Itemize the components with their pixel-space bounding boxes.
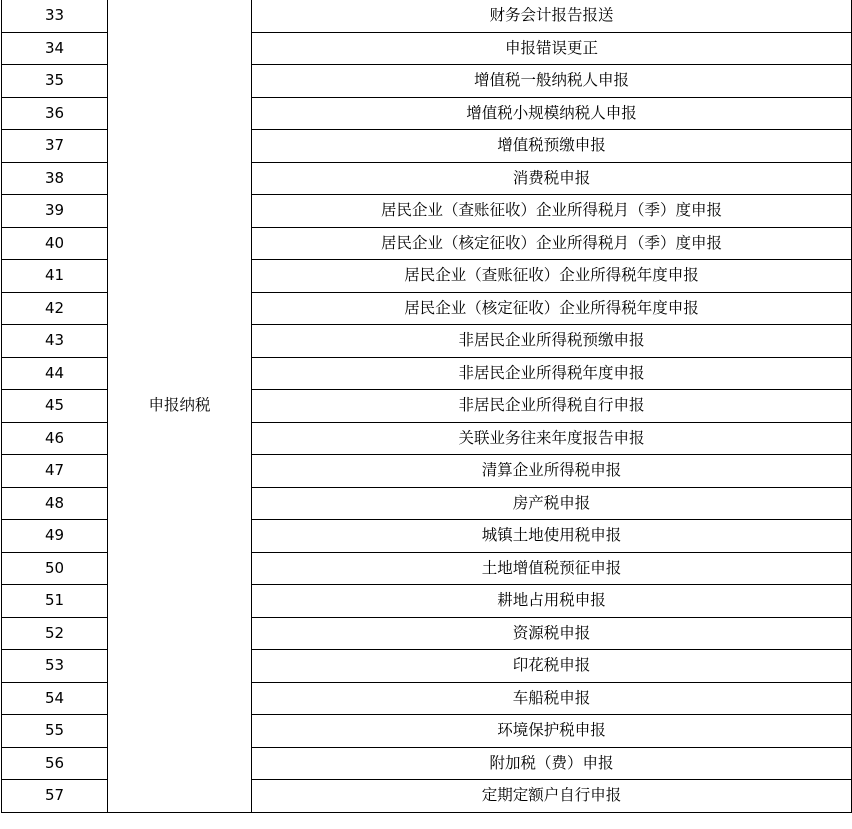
item-name: 消费税申报 <box>252 162 852 195</box>
row-number: 41 <box>2 260 108 293</box>
table-body <box>2 0 852 812</box>
row-number: 33 <box>2 0 108 32</box>
category-cell: 申报纳税 <box>108 0 252 812</box>
row-number: 40 <box>2 227 108 260</box>
row-number: 43 <box>2 325 108 358</box>
item-name: 居民企业（查账征收）企业所得税年度申报 <box>252 260 852 293</box>
item-name: 非居民企业所得税自行申报 <box>252 390 852 423</box>
item-name: 清算企业所得税申报 <box>252 455 852 488</box>
row-number: 44 <box>2 357 108 390</box>
row-number: 35 <box>2 65 108 98</box>
item-name: 关联业务往来年度报告申报 <box>252 422 852 455</box>
item-name: 申报错误更正 <box>252 32 852 65</box>
row-number: 57 <box>2 780 108 813</box>
item-name: 增值税小规模纳税人申报 <box>252 97 852 130</box>
item-name: 印花税申报 <box>252 650 852 683</box>
row-number: 46 <box>2 422 108 455</box>
row-number: 36 <box>2 97 108 130</box>
item-name: 增值税一般纳税人申报 <box>252 65 852 98</box>
row-number: 53 <box>2 650 108 683</box>
item-name: 城镇土地使用税申报 <box>252 520 852 553</box>
item-name: 房产税申报 <box>252 487 852 520</box>
row-number: 49 <box>2 520 108 553</box>
row-number: 37 <box>2 130 108 163</box>
item-name: 资源税申报 <box>252 617 852 650</box>
item-name: 增值税预缴申报 <box>252 130 852 163</box>
row-number: 38 <box>2 162 108 195</box>
item-name: 附加税（费）申报 <box>252 747 852 780</box>
row-number: 39 <box>2 195 108 228</box>
row-number: 42 <box>2 292 108 325</box>
item-name: 非居民企业所得税年度申报 <box>252 357 852 390</box>
row-number: 52 <box>2 617 108 650</box>
item-name: 土地增值税预征申报 <box>252 552 852 585</box>
table-row <box>2 0 852 32</box>
item-name: 居民企业（查账征收）企业所得税月（季）度申报 <box>252 195 852 228</box>
item-name: 环境保护税申报 <box>252 715 852 748</box>
row-number: 45 <box>2 390 108 423</box>
row-number: 50 <box>2 552 108 585</box>
item-name: 居民企业（核定征收）企业所得税月（季）度申报 <box>252 227 852 260</box>
tax-items-table <box>1 0 852 813</box>
row-number: 51 <box>2 585 108 618</box>
item-name: 居民企业（核定征收）企业所得税年度申报 <box>252 292 852 325</box>
row-number: 47 <box>2 455 108 488</box>
item-name: 定期定额户自行申报 <box>252 780 852 813</box>
item-name: 非居民企业所得税预缴申报 <box>252 325 852 358</box>
row-number: 56 <box>2 747 108 780</box>
row-number: 48 <box>2 487 108 520</box>
item-name: 耕地占用税申报 <box>252 585 852 618</box>
item-name: 财务会计报告报送 <box>252 0 852 32</box>
row-number: 54 <box>2 682 108 715</box>
item-name: 车船税申报 <box>252 682 852 715</box>
row-number: 55 <box>2 715 108 748</box>
row-number: 34 <box>2 32 108 65</box>
